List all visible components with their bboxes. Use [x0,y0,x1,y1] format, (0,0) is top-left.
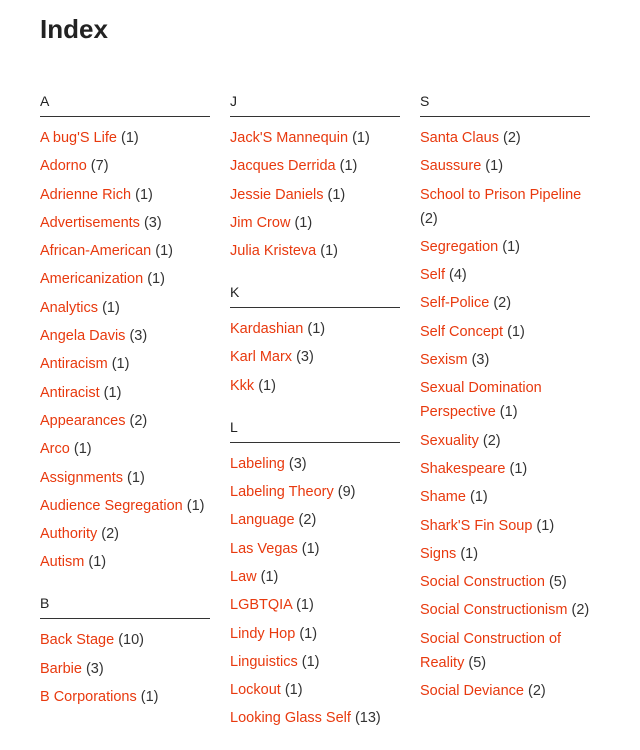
index-term-link[interactable]: Authority [40,526,98,543]
index-entry [420,291,590,315]
letter-heading: A [40,92,210,117]
index-entry [230,239,400,263]
index-entry [420,154,590,178]
index-entry [230,345,400,369]
index-entry [420,570,590,594]
index-term-link[interactable]: Social Constructionism [420,602,568,619]
index-term-link[interactable]: Assignments [40,469,124,486]
index-count: (1) [120,130,139,146]
index-entry-list [230,126,400,263]
index-count: (1) [327,186,346,203]
index-entry [40,657,210,681]
index-term-link[interactable]: Language [230,512,295,529]
index-entry [230,593,400,617]
index-term-link[interactable]: Social Construction [420,574,545,591]
index-entry [40,685,210,709]
index-term-link[interactable]: Signs [420,545,457,562]
index-count: (1) [260,568,279,585]
index-term-link[interactable]: Sexuality [420,432,479,449]
index-entry [40,126,210,150]
index-term-link[interactable]: Julia Kristeva [230,243,317,260]
index-entry [40,550,210,574]
index-entry [40,381,210,405]
index-term-link[interactable]: Jessie Daniels [230,186,324,203]
index-count: (1) [140,689,159,706]
index-count: (1) [301,540,320,557]
index-entry [230,706,400,730]
index-entry [420,263,590,287]
index-term-link[interactable]: Sexism [420,352,468,369]
index-term-link[interactable]: Saussure [420,158,482,175]
index-count: (1) [135,186,153,203]
index-entry [40,154,210,178]
index-count: (1) [296,597,314,614]
index-term-link[interactable]: Shark'S Fin Soup [420,517,533,534]
index-entry-list [40,126,210,574]
index-count: (1) [102,299,120,316]
index-term-link[interactable]: Lindy Hop [230,625,296,642]
index-entry [40,522,210,546]
index-group-l [230,418,400,731]
index-group-k [230,283,400,398]
index-term-link[interactable]: School to Prison Pipeline [420,186,582,203]
index-count: (3) [143,214,162,231]
index-term-link[interactable]: Labeling Theory [230,484,334,501]
index-entry [420,457,590,481]
index-entry-list [420,126,590,703]
index-term-link[interactable]: Segregation [420,238,499,255]
index-entry [420,376,590,424]
index-term-link[interactable]: Advertisements [40,214,140,231]
index-count: (3) [296,349,314,366]
index-count: (2) [420,210,438,227]
index-count: (1) [103,384,122,401]
index-term-link[interactable]: Santa Claus [420,130,499,146]
index-term-link[interactable]: B Corporations [40,689,137,706]
index-count: (2) [101,526,119,543]
index-entry [230,480,400,504]
index-term-link[interactable]: Back Stage [40,632,115,649]
index-group-j [230,92,400,263]
index-entry [230,452,400,476]
index-term-link[interactable]: Americanization [40,271,144,288]
index-entry [230,154,400,178]
index-count: (1) [299,625,318,642]
index-entry-list [230,317,400,398]
index-group-b [40,594,210,709]
index-entry [420,514,590,538]
letter-heading: S [420,92,590,117]
index-count: (1) [294,214,313,231]
index-term-link[interactable]: Antiracism [40,356,108,373]
index-entry [420,627,590,675]
index-count: (1) [301,653,320,670]
index-count: (1) [307,321,326,338]
index-count: (1) [502,238,520,255]
index-term-link[interactable]: Jacques Derrida [230,158,336,175]
index-entry [40,437,210,461]
index-entry [230,374,400,398]
index-entry [230,622,400,646]
index-count: (1) [509,460,528,477]
index-entry [40,352,210,376]
index-term-link[interactable]: Arco [40,441,70,458]
index-term-link[interactable]: Autism [40,554,85,571]
index-term-link[interactable]: Angela Davis [40,328,126,345]
index-count: (1) [258,377,276,394]
index-entry [420,183,590,231]
index-term-link[interactable]: Jack'S Mannequin [230,130,349,146]
index-count: (1) [127,469,145,486]
index-count: (1) [73,441,92,458]
index-group-a [40,92,210,574]
index-count: (1) [147,271,165,288]
index-count: (4) [449,267,467,284]
index-entry [230,211,400,235]
index-term-link[interactable]: Las Vegas [230,540,298,557]
letter-heading: L [230,418,400,443]
index-term-link[interactable]: Self [420,267,445,284]
index-term-link[interactable]: Social Construction of Reality [420,630,562,671]
page-title: Index [40,14,108,44]
index-term-link[interactable]: Adorno [40,158,87,175]
index-count: (2) [482,432,501,449]
index-term-link[interactable]: Lockout [230,682,281,699]
index-entry [420,126,590,150]
index-count: (1) [352,130,370,146]
index-term-link[interactable]: Self-Police [420,295,490,312]
index-count: (10) [118,632,144,649]
index-term-link[interactable]: Kardashian [230,321,304,338]
index-count: (2) [528,683,546,700]
index-count: (1) [339,158,358,175]
index-column-2 [230,92,400,750]
index-count: (2) [571,602,590,619]
index-entry [420,320,590,344]
index-term-link[interactable]: Adrienne Rich [40,186,132,203]
index-count: (1) [460,545,479,562]
index-count: (5) [468,654,487,671]
index-term-link[interactable]: Social Deviance [420,683,524,700]
index-count: (7) [90,158,109,175]
index-entry [230,565,400,589]
index-entry [40,267,210,291]
index-count: (1) [111,356,130,373]
index-count: (13) [354,710,381,727]
index-entry [40,466,210,490]
index-entry [230,650,400,674]
index-count: (1) [499,404,518,421]
index-term-link[interactable]: Looking Glass Self [230,710,351,727]
index-count: (1) [507,323,525,340]
index-entry [230,183,400,207]
index-count: (1) [88,554,107,571]
index-entry [40,409,210,433]
index-entry [230,508,400,532]
index-term-link[interactable]: Shakespeare [420,460,506,477]
index-count: (3) [85,660,104,677]
index-entry [230,678,400,702]
index-count: (1) [485,158,504,175]
index-entry [40,628,210,652]
index-count: (3) [288,455,307,472]
index-count: (2) [298,512,317,529]
index-entry [420,235,590,259]
index-entry [40,324,210,348]
index-term-link[interactable]: Audience Segregation [40,497,183,514]
index-entry [420,348,590,372]
index-term-link[interactable]: Shame [420,489,466,506]
index-count: (1) [186,497,205,514]
letter-heading: J [230,92,400,117]
index-term-link[interactable]: Jim Crow [230,214,291,231]
index-count: (2) [493,295,512,312]
index-entry [420,485,590,509]
letter-heading: B [40,594,210,619]
index-column-1 [40,92,210,729]
index-term-link[interactable]: Analytics [40,299,99,316]
index-count: (1) [155,243,173,260]
index-term-link[interactable]: Barbie [40,660,82,677]
index-entry [230,126,400,150]
index-count: (1) [469,489,488,506]
index-count: (9) [337,484,356,501]
index-entry [420,542,590,566]
index-entry [40,494,210,518]
index-term-link[interactable]: Labeling [230,455,285,472]
index-entry [40,211,210,235]
index-entry [420,679,590,703]
letter-heading: K [230,283,400,308]
index-count: (3) [471,352,490,369]
index-term-link[interactable]: Antiracist [40,384,100,401]
index-term-link[interactable]: Linguistics [230,653,298,670]
index-term-link[interactable]: Law [230,568,257,585]
index-entry-list [40,628,210,709]
index-entry [230,537,400,561]
index-entry [40,183,210,207]
index-entry [420,429,590,453]
index-term-link[interactable]: A bug'S Life [40,130,117,146]
index-term-link[interactable]: Sexual Domination Perspective [420,380,542,421]
index-group-s [420,92,590,703]
index-entry-list [230,452,400,731]
index-count: (2) [503,130,521,146]
index-count: (3) [129,328,148,345]
index-column-3 [420,92,590,723]
index-entry [40,239,210,263]
index-term-link[interactable]: Karl Marx [230,349,293,366]
index-term-link[interactable]: African-American [40,243,152,260]
index-count: (2) [129,412,148,429]
index-count: (5) [548,574,567,591]
index-count: (1) [284,682,303,699]
index-term-link[interactable]: LGBTQIA [230,597,293,614]
index-count: (1) [536,517,555,534]
index-term-link[interactable]: Appearances [40,412,126,429]
index-count: (1) [320,243,338,260]
index-entry [420,598,590,622]
index-term-link[interactable]: Self Concept [420,323,504,340]
index-entry [40,296,210,320]
index-term-link[interactable]: Kkk [230,377,255,394]
index-entry [230,317,400,341]
